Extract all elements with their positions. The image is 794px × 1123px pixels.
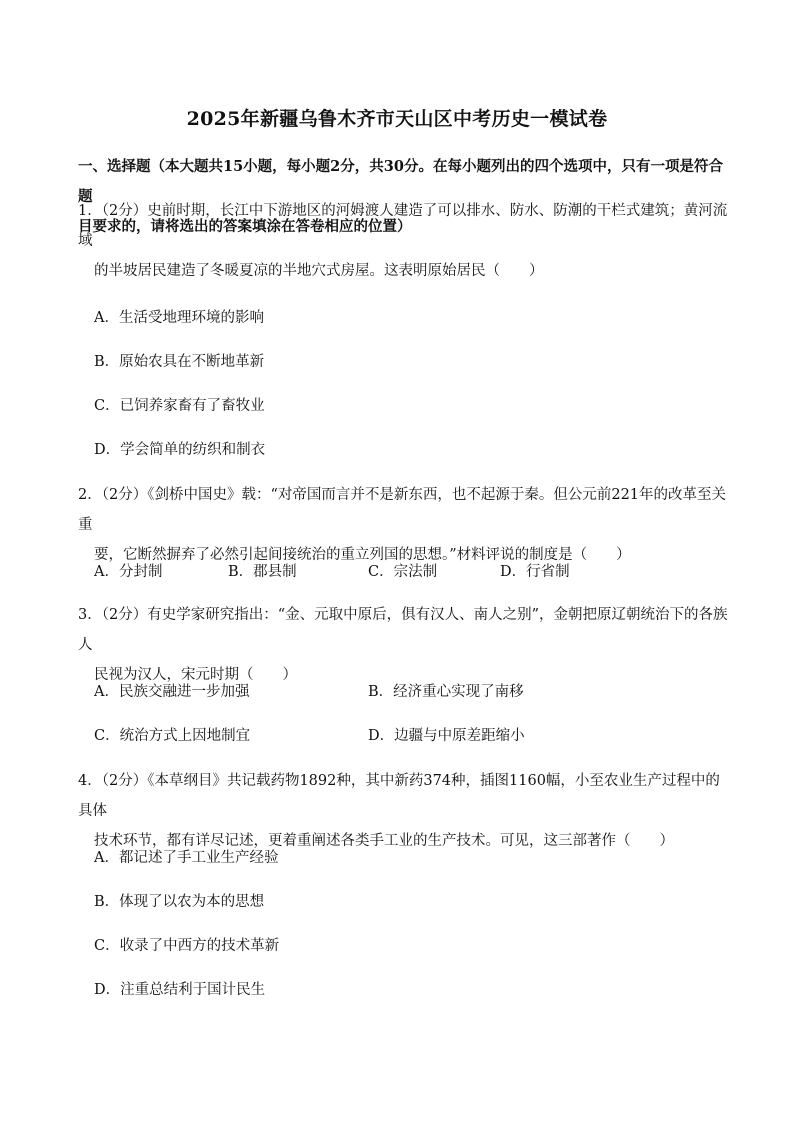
question-3 [78, 600, 728, 690]
question-3-option-a: A．民族交融进一步加强 [94, 684, 250, 700]
question-3-option-c: C．统治方式上因地制宜 [94, 728, 251, 744]
question-4-line-2: 技术环节，都有详尽记述，更着重阐述各类手工业的生产技术。可见，这三部著作（ ） [94, 833, 674, 849]
question-2-line-2: 要，它断然摒弃了必然引起间接统治的重立列国的思想。”材料评说的制度是（ ） [94, 547, 631, 563]
question-1-option-d: D．学会简单的纺织和制衣 [94, 442, 266, 458]
question-1-option-b: B．原始农具在不断地革新 [94, 354, 265, 370]
question-2-line-1: 2．（2分）《剑桥中国史》载：“对帝国而言并不是新东西，也不起源于秦。但公元前221年的改革至关重 [78, 487, 727, 533]
question-1-line-1: 1．（2分）史前时期，长江中下游地区的河姆渡人建造了可以排水、防水、防潮的干栏式建筑；黄河流域 [78, 203, 728, 249]
question-3-line-2: 民视为汉人，宋元时期（ ） [94, 667, 297, 683]
question-4-option-c: C．收录了中西方的技术革新 [94, 938, 280, 954]
question-4-option-d: D．注重总结利于国计民生 [94, 982, 266, 998]
question-3-option-b: B．经济重心实现了南移 [368, 684, 524, 700]
question-1 [78, 196, 728, 286]
question-4-option-a: A．都记述了手工业生产经验 [94, 850, 279, 866]
section-heading-line-2: 目要求的，请将选出的答案填涂在答卷相应的位置） [78, 218, 412, 235]
section-heading-line-1: 一、选择题（本大题共15小题，每小题2分，共30分。在每小题列出的四个选项中，只有一项是符合题 [78, 158, 723, 205]
question-3-line-1: 3．（2分）有史学家研究指出：“金、元取中原后，俱有汉人、南人之别”，金朝把原辽朝统治下的各族人 [78, 607, 728, 653]
question-1-option-c: C．已饲养家畜有了畜牧业 [94, 398, 265, 414]
question-2-option-b: B．郡县制 [228, 564, 297, 580]
question-2-option-a: A．分封制 [94, 564, 163, 580]
question-1-option-a: A．生活受地理环境的影响 [94, 310, 264, 326]
question-4-line-1: 4．（2分）《本草纲目》共记载药物1892种，其中新药374种，插图1160幅，小至农业生产过程中的具体 [78, 773, 720, 819]
page-title: 2025年新疆乌鲁木齐市天山区中考历史一模试卷 [186, 108, 608, 130]
question-4 [78, 766, 728, 856]
question-3-option-d: D．边疆与中原差距缩小 [368, 728, 525, 744]
question-4-option-b: B．体现了以农为本的思想 [94, 894, 265, 910]
question-1-line-2: 的半坡居民建造了冬暖夏凉的半地穴式房屋。这表明原始居民（ ） [94, 263, 544, 279]
question-2-option-c: C．宗法制 [368, 564, 438, 580]
question-2 [78, 480, 728, 570]
question-2-option-d: D．行省制 [500, 564, 570, 580]
